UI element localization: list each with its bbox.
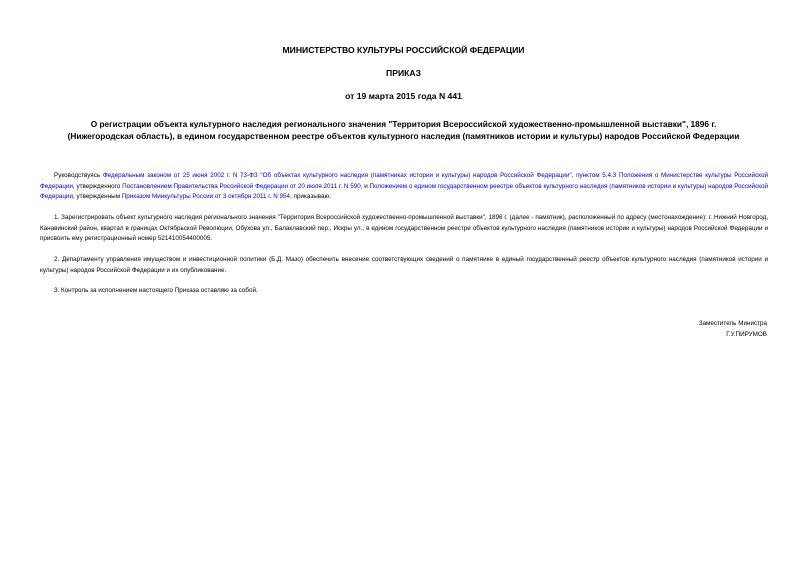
signatory-position: Заместитель Министра bbox=[698, 320, 767, 327]
preamble-text: , bbox=[571, 172, 577, 179]
preamble-text: , утвержденного bbox=[72, 182, 123, 190]
link-ministry-regulation[interactable]: пунктом 5.4.3 Положения о Министерстве культуры Российской Федерации bbox=[40, 172, 768, 190]
link-registry-regulation[interactable]: Положением о едином государственном реестре объектов культурного наследия (памятников истории и культуры) народов Российской Федерации bbox=[40, 182, 768, 201]
preamble-text: , приказываю: bbox=[290, 193, 331, 201]
link-government-decree[interactable]: Постановлением Правительства Российской Федерации от 20 июля 2011 г. N 590 bbox=[122, 182, 361, 190]
document-subject bbox=[40, 119, 767, 142]
subject-line-2: (Нижегородская область), в едином государственном реестре объектов культурного наследия (памятников истории и культуры) народов Российской Федерации bbox=[67, 130, 740, 141]
preamble-text: , и bbox=[360, 182, 370, 190]
order-item-2: 2. Департаменту управления имуществом и инвестиционной политики (Б.Д. Мазо) обеспечить внесение соответствующих сведений о памятнике в единый государственный реестр объектов культурного наследия (памятников истории и культуры) народов Российской Федерации и их опубликование. bbox=[40, 256, 768, 274]
subject-line-1: О регистрации объекта культурного наследия регионального значения "Территория Всероссийской художественно-промышленной выставки", 1896 г. bbox=[90, 119, 717, 129]
link-ministry-order[interactable]: Приказом Минкультуры России от 3 октября 2011 г. N 954 bbox=[121, 193, 291, 201]
preamble-text: Руководствуясь bbox=[54, 172, 103, 179]
document-date-number: от 19 марта 2015 года N 441 bbox=[345, 91, 462, 101]
preamble-paragraph bbox=[40, 171, 768, 203]
link-federal-law[interactable]: Федеральным законом от 25 июня 2002 г. N 73-ФЗ "Об объектах культурного наследия (памятниках истории и культуры) народов Российской Федерации" bbox=[102, 172, 572, 179]
preamble-text: , утвержденным bbox=[72, 193, 122, 201]
signatory-name: Г.У.ПИРУМОВ bbox=[726, 330, 767, 338]
order-item-1: 1. Зарегистрировать объект культурного наследия регионального значения "Территория Всероссийской художественно-промышленной выставки", 1896 г. (далее - памятник), расположенный по адресу (местонахождение): г. Нижний Новгород, Канавинский район, квартал в границах Октябрьской Революции, Обухова ул., Балаклавский пер., Искры ул., в едином государственном реестре объектов культурного наследия (памятников истории и культуры) народов Российской Федерации и присвоить ему регистрационный номер 521410054400005. bbox=[40, 214, 768, 243]
document-type: ПРИКАЗ bbox=[386, 68, 421, 78]
signature-block bbox=[699, 319, 767, 341]
ministry-title: МИНИСТЕРСТВО КУЛЬТУРЫ РОССИЙСКОЙ ФЕДЕРАЦИИ bbox=[282, 45, 525, 55]
order-item-3: 3. Контроль за исполнением настоящего Приказа оставляю за собой. bbox=[54, 287, 258, 294]
